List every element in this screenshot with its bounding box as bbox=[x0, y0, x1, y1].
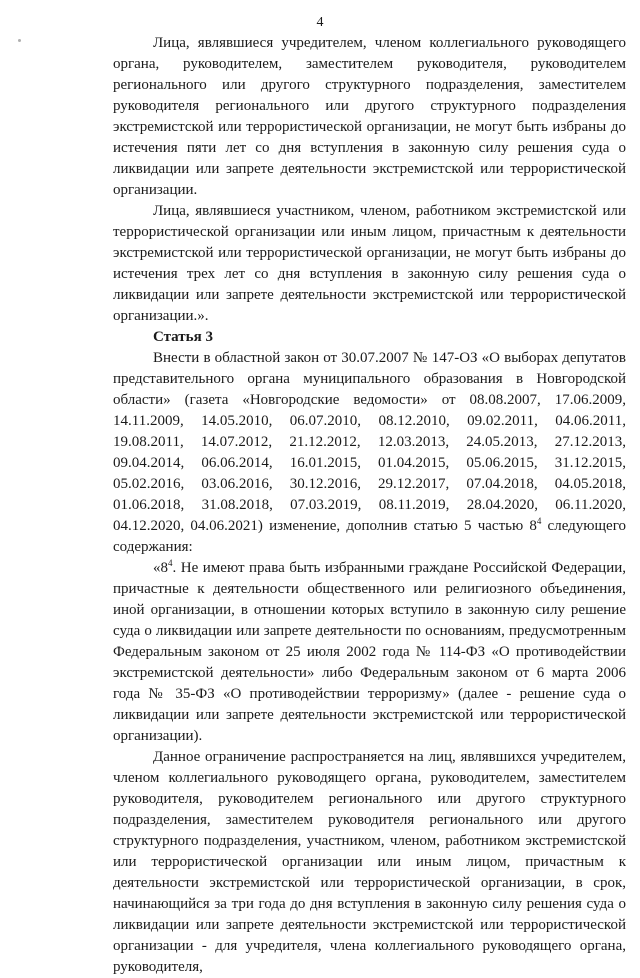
paragraph-restriction: Данное ограничение распространяется на лиц, являвшихся учредителем, членом коллегиального руководящего органа, руководителем, заместителем руководителя, руководителем регионального или другого структурного подразделения, заместителем руководителя регионального или другого структурного подразделения, участником, членом, работником экстремистской или террористической организации или иным лицом, причастным к деятельности экстремистской или террористической организации, в срок, начинающийся за три года до дня вступления в законную силу решения суда о ликвидации или запрете деятельности экстремистской или террористической организации - для учредителя, члена коллегиального руководящего органа, руководителя, bbox=[113, 749, 626, 975]
paragraph-founders: Лица, являвшиеся учредителем, членом коллегиального руководящего органа, руководителем, заместителем руководителя, руководителем регионального или другого структурного подразделения, заместителем руководителя регионального или другого структурного подразделения экстремистской или террористической организации, не могут быть избраны до истечения пяти лет со дня вступления в законную силу решения суда о ликвидации или запрете деятельности экстремистской или террористической организации. bbox=[113, 35, 626, 198]
article-intro bbox=[113, 348, 626, 558]
margin-mark bbox=[18, 39, 21, 42]
article-title: Статья 3 bbox=[153, 329, 213, 345]
quoted-part-superscript: 4 bbox=[168, 558, 173, 568]
quoted-part-number: «8 bbox=[153, 560, 168, 576]
article-intro-superscript: 4 bbox=[536, 516, 542, 526]
quoted-part-text: . Не имеют права быть избранными граждане Российской Федерации, причастные к деятельности общественного или религиозного объединения, иной организации, в отношении которых вступило в законную силу решение суда о ликвидации или запрете деятельности по основаниям, предусмотренным Федеральным законом от 25 июля 2002 года № 114-ФЗ «О противодействии экстремистской деятельности» либо Федеральным законом от 6 марта 2006 года № 35-ФЗ «О противодействии терроризму» (далее - решение суда о ликвидации или запрете деятельности экстремистской или террористической организации). bbox=[113, 560, 626, 744]
paragraph-participants: Лица, являвшиеся участником, членом, работником экстремистской или террористической организации или иным лицом, причастным к деятельности экстремистской или террористической организации, не могут быть избраны до истечения трех лет со дня вступления в законную силу решения суда о ликвидации или запрете деятельности экстремистской или террористической организации.». bbox=[113, 203, 626, 324]
article-intro-ending: следующего содержания: bbox=[113, 518, 626, 555]
article-intro-text: Внести в областной закон от 30.07.2007 № 147-ОЗ «О выборах депутатов представительного органа муниципального образования в Новгородской области» (газета «Новгородские ведомости» от 08.08.2007, 17.06.2009, 14.11.2009, 14.05.2010, 06.07.2010, 08.12.2010, 09.02.2011, 04.06.2011, 19.08.2011, 14.07.2012, 21.12.2012, 12.03.2013, 24.05.2013, 27.12.2013, 09.04.2014, 06.06.2014, 16.01.2015, 01.04.2015, 05.06.2015, 31.12.2015, 05.02.2016, 03.06.2016, 30.12.2016, 29.12.2017, 07.04.2018, 04.05.2018, 01.06.2018, 31.08.2018, 07.03.2019, 08.11.2019, 28.04.2020, 06.11.2020, 04.12.2020, 04.06.2021) изменение, дополнив статью 5 частью 8 bbox=[113, 350, 626, 534]
document-body bbox=[113, 33, 626, 978]
page-number: 4 bbox=[316, 15, 324, 30]
quoted-part bbox=[113, 558, 626, 747]
